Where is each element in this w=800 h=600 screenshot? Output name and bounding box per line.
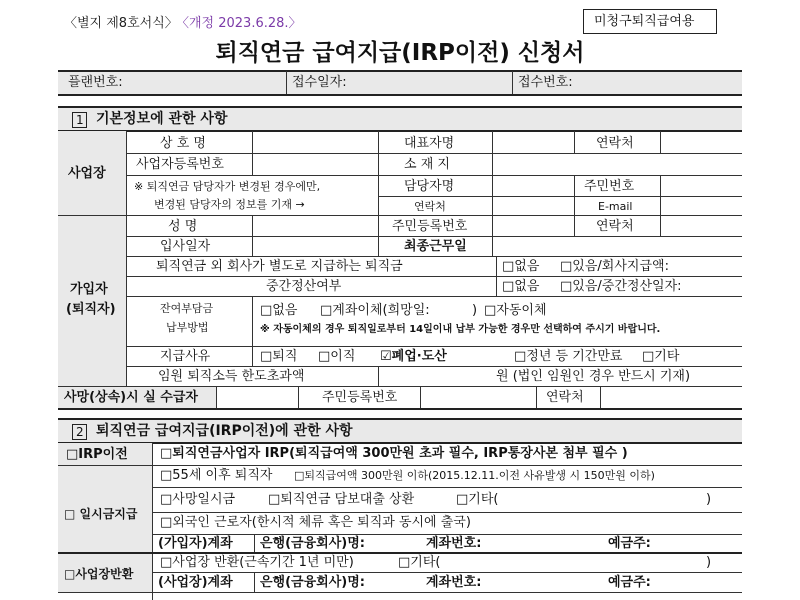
auto-transfer-note: ※ 자동이체의 경우 퇴직일로부터 14일이내 납부 가능한 경우만 선택하여 주시기 바랍니다. [260, 324, 661, 335]
page-title: 퇴직연금 급여지급(IRP이전) 신청서 [215, 40, 585, 66]
manager-note-line1: ※ 퇴직연금 담당자가 변경된 경우에만, [134, 180, 321, 193]
info-row-bg [58, 71, 742, 94]
exec-limit-label: 임원 퇴직소득 한도초과액 [158, 369, 305, 384]
section2-number: 2 [76, 425, 84, 439]
lump-sum-checkbox[interactable]: □ 일시금지급 [64, 507, 138, 521]
address-label: 소 재 지 [404, 157, 450, 172]
irp-transfer-desc[interactable]: □퇴직연금사업자 IRP(퇴직급여액 300만원 초과 필수, IRP통장사본 첨부 필수 ) [160, 446, 628, 461]
burden-label-line2: 납부방법 [166, 321, 209, 334]
form-label: 〈별지 제8호서식〉 [64, 16, 178, 31]
midterm-label: 중간정산여부 [266, 279, 342, 294]
employer-label: 사업장 [68, 166, 106, 181]
lump-opt-loan-repay[interactable]: □퇴직연금 담보대출 상환 [268, 492, 415, 507]
form-tag: 미청구퇴직급여용 [594, 14, 695, 29]
subscriber-label-line2: (퇴직자) [66, 302, 116, 317]
reason-retire-checkbox[interactable]: □퇴직 [260, 349, 298, 364]
revision-date: 〈개정 2023.6.28.〉 [176, 16, 302, 31]
resident-no-label: 주민번호 [584, 179, 635, 194]
return-opt-other-close: ) [706, 555, 712, 570]
section1-title: 기본정보에 관한 사항 [96, 111, 228, 127]
lump-opt-foreign[interactable]: □외국인 근로자(한시적 체류 혹은 퇴직과 동시에 출국) [160, 515, 471, 530]
reason-age-checkbox[interactable]: □정년 등 기간만료 [514, 349, 623, 364]
company-name-label: 상 호 명 [160, 136, 206, 151]
midterm-yes[interactable]: □있음/중간정산일자: [560, 279, 682, 294]
beneficiary-contact-label: 연락처 [546, 390, 584, 405]
lump-opt-under300[interactable]: □퇴직급여액 300만원 이하(2015.12.11.이전 사유발생 시 150만원 이하) [294, 469, 655, 482]
subscriber-label-line1: 가입자 [70, 282, 108, 297]
lump-holder-label: 예금주: [608, 536, 651, 551]
return-opt-under1yr[interactable]: □사업장 반환(근속기간 1년 미만) [160, 555, 354, 570]
burden-label-line1: 잔여부담금 [160, 302, 214, 315]
separate-pay-yes[interactable]: □있음/회사지급액: [560, 259, 669, 274]
biz-reg-no-label: 사업자등록번호 [136, 157, 224, 172]
return-opt-other[interactable]: □기타( [398, 555, 441, 570]
burden-none-option[interactable]: □없음 [260, 303, 298, 318]
manager-name-label: 담당자명 [404, 179, 455, 194]
return-account-label: (사업장)계좌 [158, 575, 233, 590]
email-label: E-mail [598, 200, 633, 213]
separate-pay-none[interactable]: □없음 [502, 259, 540, 274]
lump-bank-label: 은행(금융회사)명: [260, 536, 365, 551]
lump-opt-death[interactable]: □사망일시금 [160, 492, 236, 507]
manager-note-line2: 변경된 담당자의 정보를 기재 → [154, 198, 305, 211]
return-bank-label: 은행(금융회사)명: [260, 575, 365, 590]
manager-contact-label: 연락처 [414, 200, 446, 213]
contact-label: 연락처 [596, 136, 634, 151]
reason-other-checkbox[interactable]: □기타 [642, 349, 680, 364]
lump-account-label: (가입자)계좌 [158, 536, 233, 551]
burden-auto-option[interactable]: □자동이체 [484, 303, 547, 318]
section2-number-box [72, 424, 87, 440]
received-number-label: 접수번호: [518, 75, 573, 90]
irp-transfer-checkbox[interactable]: □IRP이전 [66, 447, 128, 462]
beneficiary-label: 사망(상속)시 실 수급자 [64, 390, 198, 405]
lump-opt-other[interactable]: □기타( [456, 492, 499, 507]
hire-date-label: 입사일자 [160, 239, 211, 254]
separate-pay-label: 퇴직연금 외 회사가 별도로 지급하는 퇴직금 [156, 259, 403, 274]
section1-number: 1 [76, 113, 84, 127]
lump-opt-other-close: ) [706, 492, 712, 507]
burden-transfer-option[interactable]: □계좌이체(희망일: [320, 303, 430, 318]
midterm-none[interactable]: □없음 [502, 279, 540, 294]
reason-label: 지급사유 [160, 349, 211, 364]
subscriber-label-bg [58, 216, 126, 386]
form-tag-box [583, 9, 717, 34]
received-date-label: 접수일자: [292, 75, 347, 90]
employer-return-checkbox[interactable]: □사업장반환 [64, 567, 134, 581]
return-holder-label: 예금주: [608, 575, 651, 590]
ceo-name-label: 대표자명 [404, 136, 455, 151]
subscriber-resident-no-label: 주민등록번호 [392, 219, 468, 234]
section2-title: 퇴직연금 급여지급(IRP이전)에 관한 사항 [96, 423, 353, 439]
plan-number-label: 플랜번호: [68, 75, 123, 90]
reason-move-checkbox[interactable]: □이직 [318, 349, 356, 364]
name-label: 성 명 [168, 219, 198, 234]
lump-account-no-label: 계좌번호: [426, 536, 482, 551]
section1-number-box [72, 112, 87, 128]
last-work-date-label: 최종근무일 [404, 239, 467, 254]
subscriber-contact-label: 연락처 [596, 219, 634, 234]
exec-limit-note: 원 (법인 임원인 경우 반드시 기재) [496, 369, 691, 384]
burden-transfer-close: ) [472, 303, 478, 318]
beneficiary-resident-no-label: 주민등록번호 [322, 390, 398, 405]
reason-closure-checkbox[interactable]: ☑폐업·도산 [380, 349, 447, 364]
return-account-no-label: 계좌번호: [426, 575, 482, 590]
lump-opt-age55[interactable]: □55세 이후 퇴직자 [160, 468, 273, 483]
